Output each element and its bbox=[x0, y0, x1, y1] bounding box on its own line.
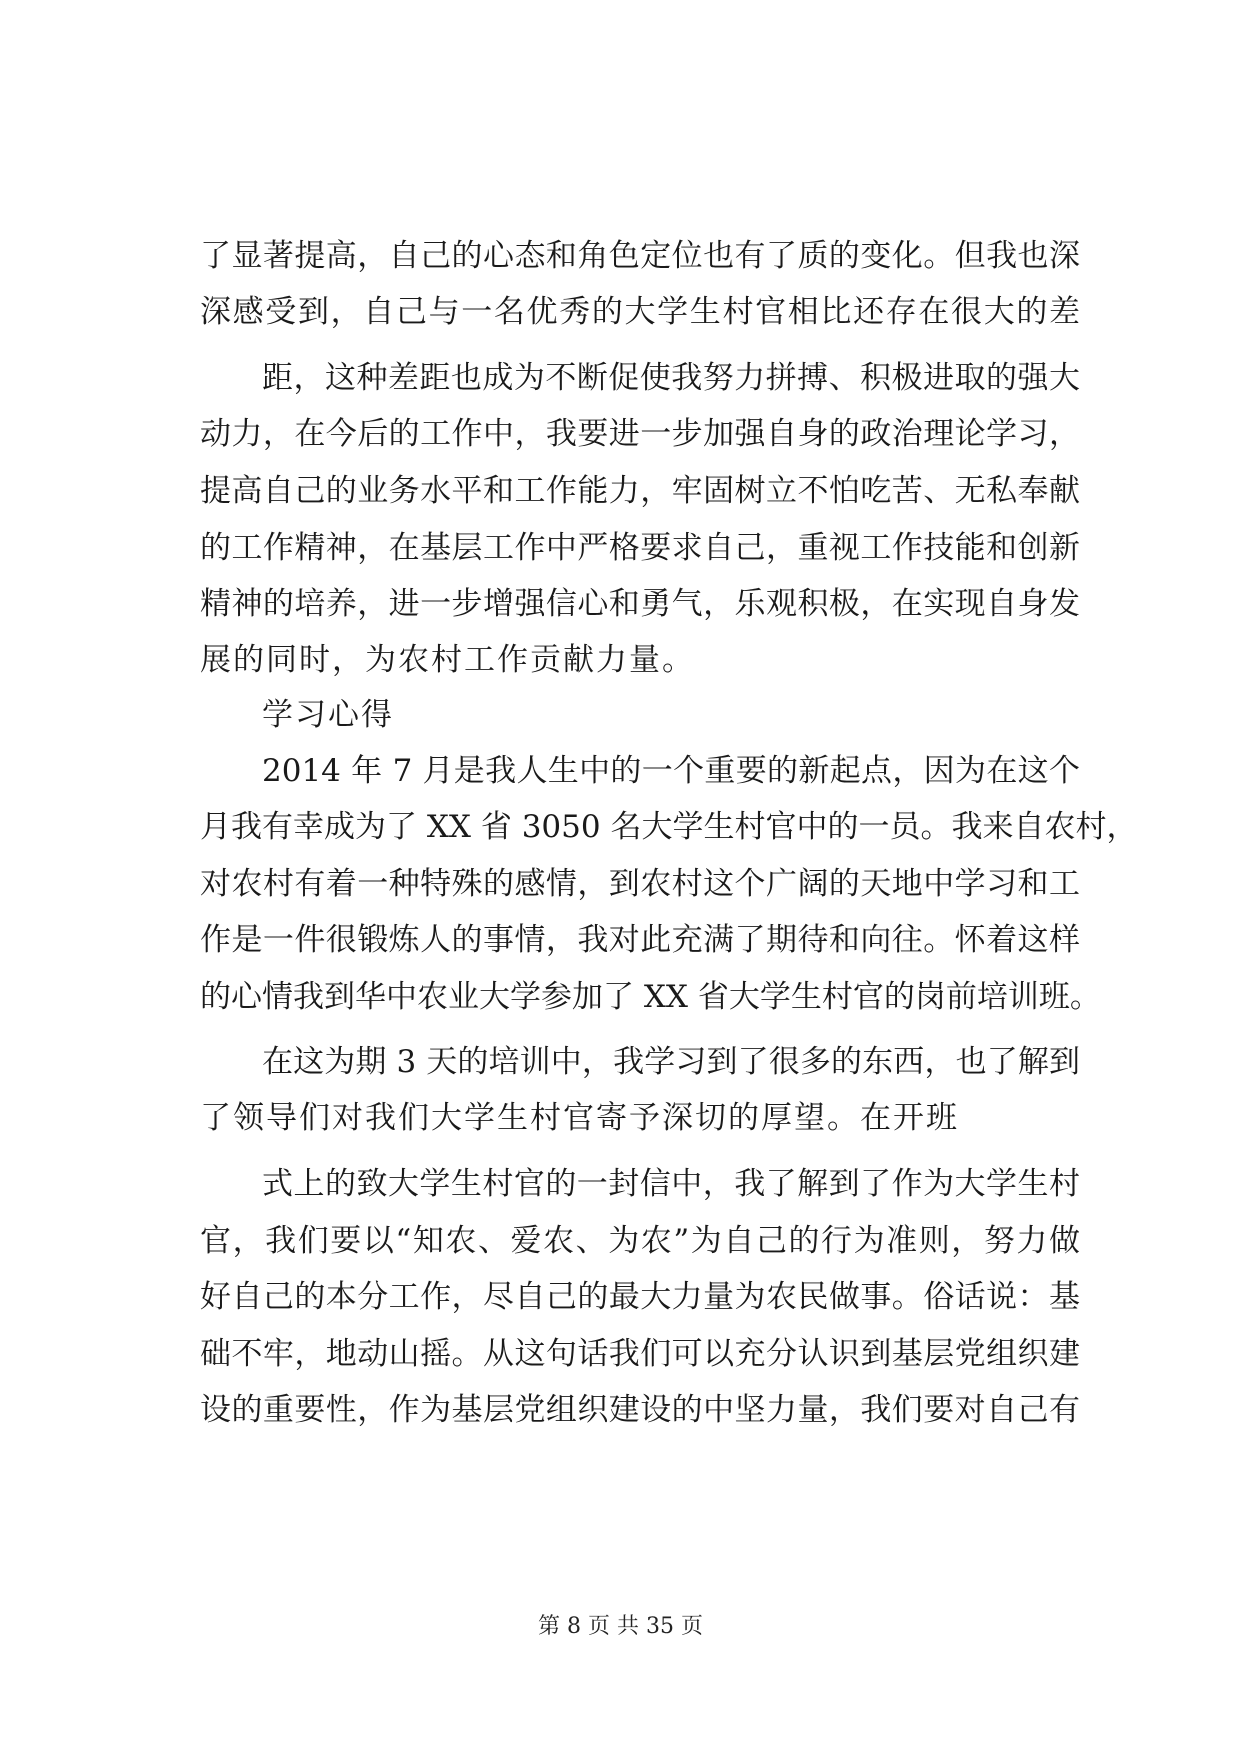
page-footer: 第 8 页 共 35 页 bbox=[538, 1614, 703, 1639]
text-line: 好自己的本分工作，尽自己的最大力量为农民做事。俗话说：基 bbox=[200, 1279, 1080, 1315]
text-line: 在这为期 3 天的培训中，我学习到了很多的东西，也了解到 bbox=[262, 1044, 1080, 1080]
text-line: 官，我们要以“知农、爱农、为农”为自己的行为准则，努力做 bbox=[200, 1223, 1080, 1259]
text-line: 动力，在今后的工作中，我要进一步加强自身的政治理论学习， bbox=[200, 416, 1080, 452]
text-line: 对农村有着一种特殊的感情，到农村这个广阔的天地中学习和工 bbox=[200, 866, 1080, 902]
text-line: 的心情我到华中农业大学参加了 XX 省大学生村官的岗前培训班。 bbox=[200, 979, 1101, 1015]
text-line: 了显著提高，自己的心态和角色定位也有了质的变化。但我也深 bbox=[200, 238, 1080, 274]
text-line: 的工作精神，在基层工作中严格要求自己，重视工作技能和创新 bbox=[200, 530, 1080, 566]
text-line: 2014 年 7 月是我人生中的一个重要的新起点，因为在这个 bbox=[262, 753, 1080, 789]
text-line: 月我有幸成为了 XX 省 3050 名大学生村官中的一员。我来自农村， bbox=[200, 809, 1138, 845]
text-line: 础不牢，地动山摇。从这句话我们可以充分认识到基层党组织建 bbox=[200, 1336, 1080, 1372]
text-line: 作是一件很锻炼人的事情，我对此充满了期待和向往。怀着这样 bbox=[200, 922, 1080, 958]
text-line: 距，这种差距也成为不断促使我努力拼搏、积极进取的强大 bbox=[262, 360, 1080, 396]
text-line: 展的同时，为农村工作贡献力量。 bbox=[200, 642, 695, 678]
text-line: 深感受到，自己与一名优秀的大学生村官相比还存在很大的差 bbox=[200, 294, 1080, 330]
text-line: 式上的致大学生村官的一封信中，我了解到了作为大学生村 bbox=[262, 1166, 1080, 1202]
text-line: 设的重要性，作为基层党组织建设的中坚力量，我们要对自己有 bbox=[200, 1392, 1080, 1428]
text-line: 精神的培养，进一步增强信心和勇气，乐观积极，在实现自身发 bbox=[200, 586, 1080, 622]
text-line: 提高自己的业务水平和工作能力，牢固树立不怕吃苦、无私奉献 bbox=[200, 473, 1080, 509]
section-heading: 学习心得 bbox=[262, 697, 394, 733]
text-line: 了领导们对我们大学生村官寄予深切的厚望。在开班 bbox=[200, 1100, 959, 1136]
